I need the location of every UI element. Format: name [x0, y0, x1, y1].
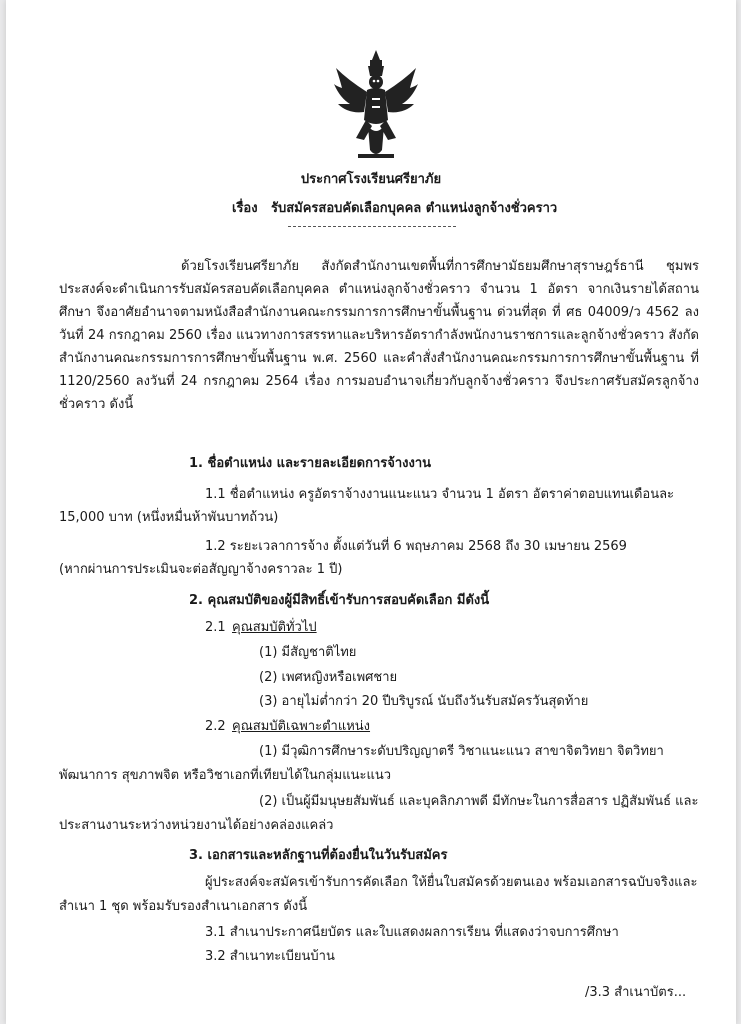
item-1-2-line2: (หากผ่านการประเมินจะต่อสัญญาจ้างคราวละ 1 ปี): [59, 562, 343, 577]
item-3-2: 3.2 สำเนาทะเบียนบ้าน: [205, 949, 335, 964]
subject-label: เรื่อง: [232, 201, 258, 216]
general-qual-2: (2) เพศหญิงหรือเพศชาย: [259, 670, 398, 685]
intro-paragraph: [59, 255, 699, 416]
next-page-marker: /3.3 สำเนาบัตร...: [585, 985, 687, 1000]
general-qual-3: (3) อายุไม่ต่ำกว่า 20 ปีบริบูรณ์ นับถึงวันรับสมัครวันสุดท้าย: [259, 694, 589, 709]
section1-heading: 1. ชื่อตำแหน่ง และรายละเอียดการจ้างงาน: [189, 456, 432, 471]
item-1-2-line1: 1.2 ระยะเวลาการจ้าง ตั้งแต่วันที่ 6 พฤษภาคม 2568 ถึง 30 เมษายน 2569: [205, 539, 627, 554]
sub-2-2-number: 2.2: [205, 719, 226, 734]
subject-text: รับสมัครสอบคัดเลือกบุคคล ตำแหน่งลูกจ้างชั่วคราว: [271, 201, 558, 216]
document-title: ประกาศโรงเรียนศรียาภัย: [300, 172, 442, 187]
spec-qual-1-line2: พัฒนาการ สุขภาพจิต หรือวิชาเอกที่เทียบได้ในกลุ่มแนะแนว: [59, 768, 392, 783]
item-1-1-line1: 1.1 ชื่อตำแหน่ง ครูอัตราจ้างงานแนะแนว จำนวน 1 อัตรา อัตราค่าตอบแทนเดือนละ: [205, 487, 675, 502]
intro-text: ด้วยโรงเรียนศรียาภัย สังกัดสำนักงานเขตพื้นที่การศึกษามัธยมศึกษาสุราษฎร์ธานี ชุมพร ประสงค์จะดำเนินการรับสมัครสอบคัดเลือกบุคคล ตำแหน่งลูกจ้างชั่วคราว จำนวน 1 อัตรา จากเงินรายได้สถานศึกษา จึงอาศัยอำนาจตามหนังสือสำนักงานคณะกรรมการการศึกษาขั้นพื้นฐาน ด่วนที่สุด ที่ ศธ 04009/ว 4562 ลงวันที่ 24 กรกฎาคม 2560 เรื่อง แนวทางการสรรหาและบริหารอัตรากำลังพนักงานราชการและลูกจ้างชั่วคราว สังกัดสำนักงานคณะกรรมการการศึกษาขั้นพื้นฐาน พ.ศ. 2560 และคำสั่งสำนักงานคณะกรรมการการศึกษาขั้นพื้นฐาน ที่ 1120/2560 ลงวันที่ 24 กรกฎาคม 2564 เรื่อง การมอบอำนาจเกี่ยวกับลูกจ้างชั่วคราว จึงประกาศรับสมัครลูกจ้างชั่วคราว ดังนี้: [59, 259, 699, 412]
spec-qual-2-line1: (2) เป็นผู้มีมนุษยสัมพันธ์ และบุคลิกภาพดี มีทักษะในการสื่อสาร ปฏิสัมพันธ์ และ: [259, 794, 699, 809]
sub-2-1-number: 2.1: [205, 620, 226, 635]
sub-2-1-title: คุณสมบัติทั่วไป: [232, 620, 317, 635]
section3-heading: 3. เอกสารและหลักฐานที่ต้องยื่นในวันรับสมัคร: [189, 848, 448, 863]
spec-qual-1-line1: (1) มีวุฒิการศึกษาระดับปริญญาตรี วิชาแนะแนว สาขาจิตวิทยา จิตวิทยา: [259, 744, 664, 759]
garuda-emblem-icon: [334, 50, 418, 160]
section2-heading: 2. คุณสมบัติของผู้มีสิทธิ์เข้ารับการสอบคัดเลือก มีดังนี้: [189, 593, 490, 608]
title-divider: [288, 226, 456, 227]
item-3-1: 3.1 สำเนาประกาศนียบัตร และใบแสดงผลการเรียน ที่แสดงว่าจบการศึกษา: [205, 925, 619, 940]
section3-intro-line1: ผู้ประสงค์จะสมัครเข้ารับการคัดเลือก ให้ยื่นใบสมัครด้วยตนเอง พร้อมเอกสารฉบับจริงและ: [205, 875, 698, 890]
spec-qual-2-line2: ประสานงานระหว่างหน่วยงานได้อย่างคล่องแคล่ว: [59, 818, 334, 833]
sub-2-2-title: คุณสมบัติเฉพาะตำแหน่ง: [232, 719, 371, 734]
section3-intro-line2: สำเนา 1 ชุด พร้อมรับรองสำเนาเอกสาร ดังนี้: [59, 899, 308, 914]
document-page: [6, 0, 736, 1024]
general-qual-1: (1) มีสัญชาติไทย: [259, 645, 357, 660]
item-1-1-line2: 15,000 บาท (หนึ่งหมื่นห้าพันบาทถ้วน): [59, 510, 279, 525]
